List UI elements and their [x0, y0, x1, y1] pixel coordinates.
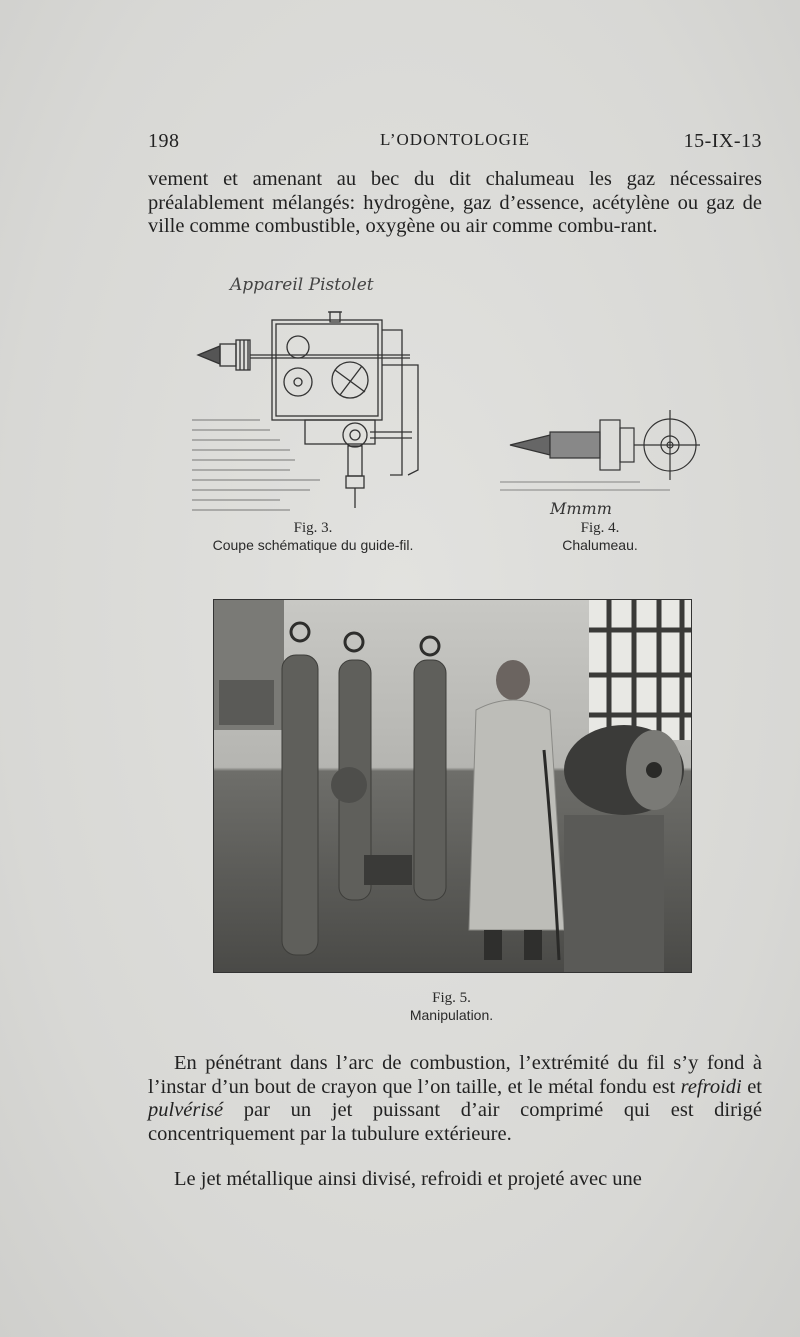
caption-figure-3	[168, 520, 458, 553]
figure-4-torch	[490, 390, 710, 520]
paragraph-combustion	[148, 1052, 762, 1146]
page-number: 198	[148, 130, 180, 152]
emphasis-pulverise: pulvérisé	[148, 1099, 224, 1121]
figure-4-caption: Chalumeau.	[562, 537, 638, 553]
caption-figure-4	[520, 520, 680, 553]
emphasis-refroidi: refroidi	[680, 1075, 742, 1098]
signature: Mmmm	[550, 499, 612, 518]
figure-3-label: Fig. 3.	[293, 520, 333, 536]
figure-3-caption: Coupe schématique du guide-fil.	[212, 537, 414, 553]
caption-figure-5	[213, 990, 690, 1023]
paragraph-text: par un jet puissant d’air comprimé qui est dirigé concentriquement par la tubulure extérieure.	[148, 1099, 762, 1145]
photo-illustration	[214, 600, 691, 972]
issue-date: 15-IX-13	[683, 130, 762, 152]
figure-3-schematic	[180, 270, 440, 520]
figure-5-caption: Manipulation.	[409, 1007, 494, 1023]
handwritten-title: Appareil Pistolet	[230, 275, 374, 295]
paragraph-text: et	[741, 1075, 762, 1098]
paragraph-metal-jet: Le jet métallique ainsi divisé, refroidi et projeté avec une	[174, 1168, 642, 1190]
running-header	[148, 130, 762, 158]
figure-4-label: Fig. 4.	[580, 520, 620, 536]
paragraph-intro: vement et amenant au bec du dit chalumeau les gaz nécessaires préalablement mélangés: hydrogène, gaz d’essence, acétylène ou gaz de ville comme combustible, oxygène ou air comme combu-rant.	[148, 168, 762, 237]
journal-title: L’ODONTOLOGIE	[380, 130, 530, 149]
paragraph-text: En pénétrant dans l’arc de combustion, l’extrémité du fil s’y fond à l’instar d’un bout de crayon que l’on taille, et le métal fondu est	[148, 1052, 762, 1098]
figure-5-photograph	[213, 599, 692, 973]
figure-5-label: Fig. 5.	[432, 990, 471, 1006]
